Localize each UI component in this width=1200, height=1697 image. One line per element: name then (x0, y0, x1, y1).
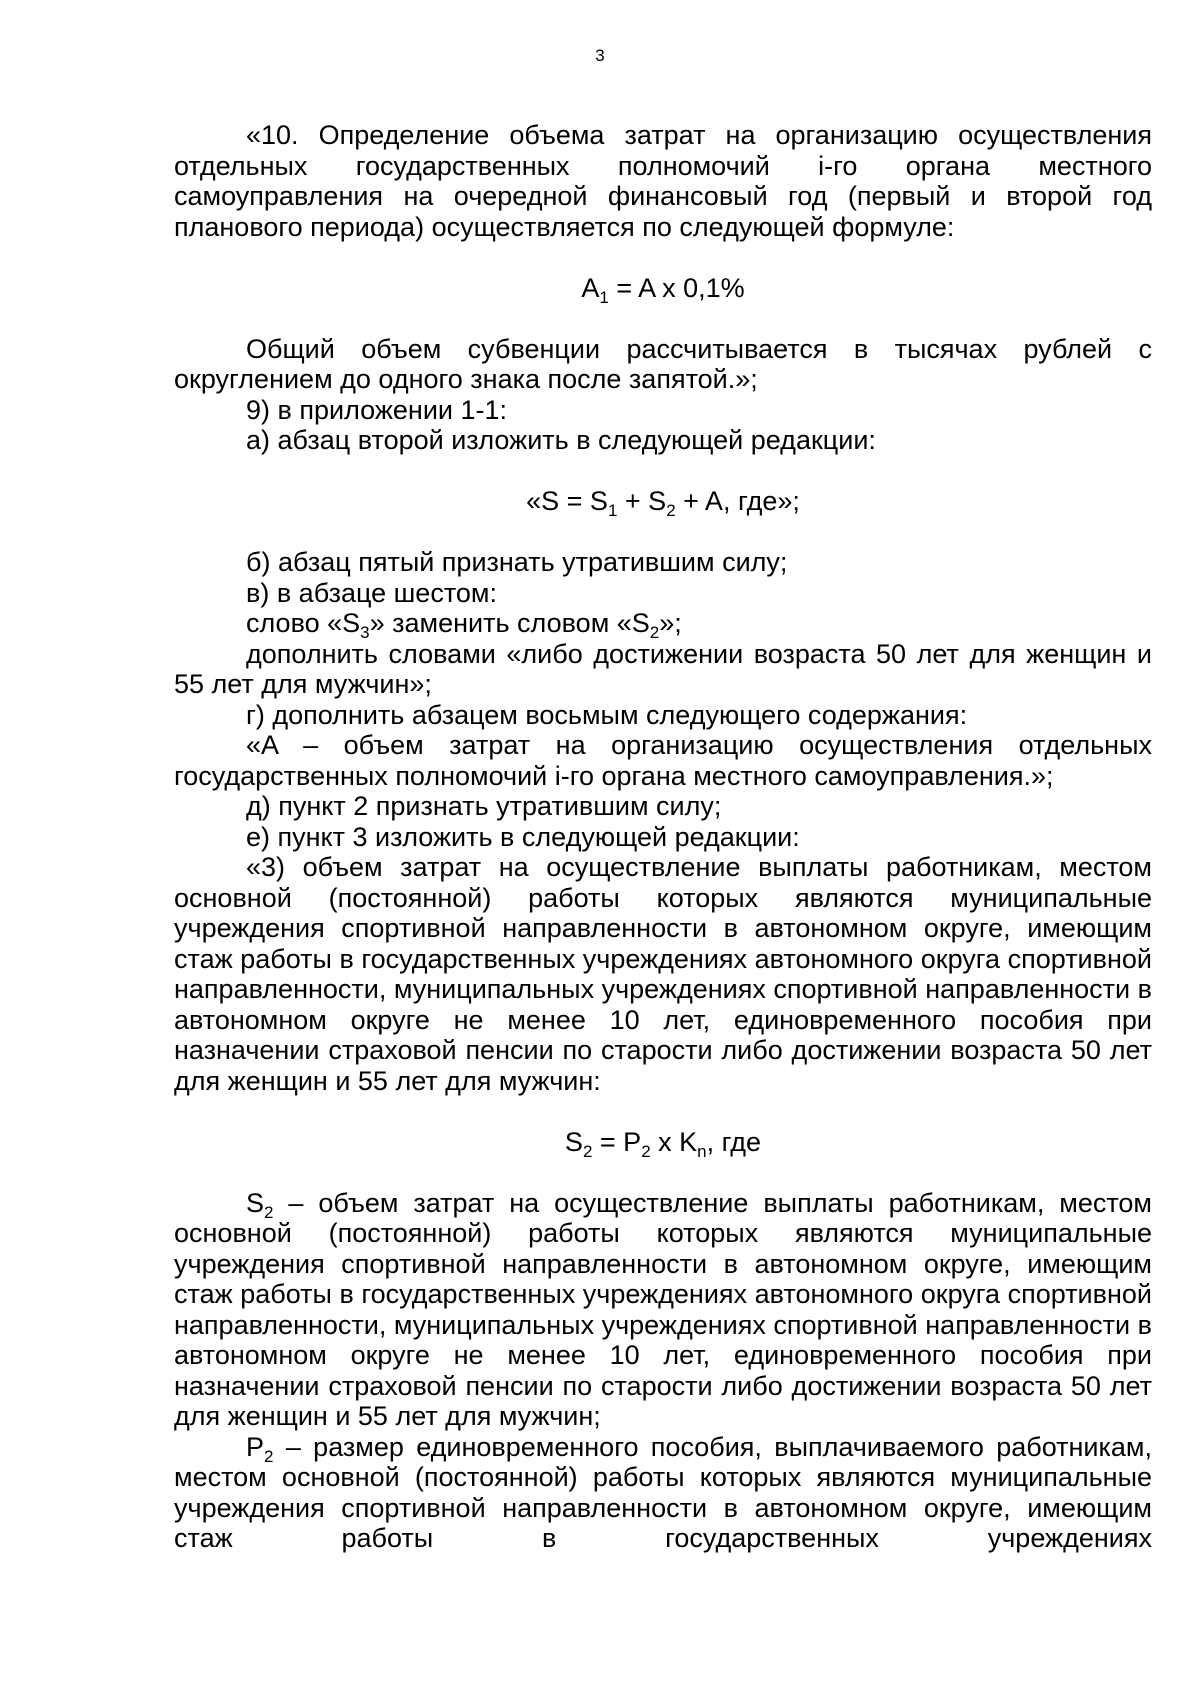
paragraph-word-replace: слово «$S_3$» заменить словом «$S_2$»; (246, 608, 682, 642)
spacer (174, 242, 1152, 273)
paragraph-item-a: а) абзац второй изложить в следующей редакции: (246, 425, 876, 455)
spacer (174, 1096, 1152, 1127)
paragraph-section-10: «10. Определение объема затрат на организацию осуществления отдельных государственных полномочий i-го органа местного самоуправления на очередной финансовый год (первый и второй год планового периода) осуществляется по следующей формуле: (174, 120, 1152, 242)
spacer (174, 1157, 1152, 1188)
paragraph-item-e: е) пункт 3 изложить в следующей редакции: (246, 821, 800, 852)
paragraph-subvention-total: Общий объем субвенции рассчитывается в тысячах рублей с округлением до одного знака после запятой.»; (174, 333, 1152, 394)
spacer (174, 456, 1152, 487)
paragraph-supplement-words: дополнить словами «либо достижении возраста 50 лет для женщин и 55 лет для мужчин»; (174, 638, 1152, 699)
spacer (174, 303, 1152, 334)
formula-s2: $S_2 = P_2$ x $K_n$, где (564, 1126, 762, 1161)
paragraph-item-9: 9) в приложении 1-1: (246, 394, 508, 425)
paragraph-point-3: «3) объем затрат на осуществление выплаты работникам, местом основной (постоянной) работы которых являются муниципальные учреждения спортивной направленности в автономном округе, имеющим стаж работы в государственных учреждениях автономного округа спортивной направленности, муниципальных учреждениях спортивной направленности в автономном округе не менее 10 лет, единовременного пособия при назначении страховой пенсии по старости либо достижении возраста 50 лет для женщин и 55 лет для мужчин: (174, 852, 1152, 1096)
paragraph-a-definition: «A – объем затрат на организацию осуществления отдельных государственных полномочий i-го органа местного самоуправления.»; (174, 730, 1152, 791)
formula-a1: $A_1 = A$ x 0,1% (581, 272, 745, 307)
paragraph-item-g: г) дополнить абзацем восьмым следующего содержания: (246, 699, 968, 730)
paragraph-item-b: б) абзац пятый признать утратившим силу; (246, 547, 788, 577)
page-number: 3 (595, 46, 605, 65)
spacer (174, 517, 1152, 548)
paragraph-s2-definition: $S_2$ – объем затрат на осуществление выплаты работникам, местом основной (постоянной) работы которых являются муниципальные учреждения спортивной направленности в автономном округе, имеющим стаж работы в государственных учреждениях автономного округа спортивной направленности, муниципальных учреждениях спортивной направленности в автономном округе не менее 10 лет, единовременного пособия при назначении страховой пенсии по старости либо достижении возраста 50 лет для женщин и 55 лет для мужчин; (174, 1187, 1152, 1431)
paragraph-item-v: в) в абзаце шестом: (246, 577, 497, 608)
formula-s: «$S = S_1 + S_2 + A$, где»; (526, 486, 800, 520)
paragraph-p2-definition: $P_2$ – размер единовременного пособия, выплачиваемого работникам, местом основной (постоянной) работы которых являются муниципальные учреждения спортивной направленности в автономном округе, имеющим стаж работы в государственных учреждениях (174, 1431, 1152, 1553)
document-body (174, 120, 1152, 1554)
paragraph-item-d: д) пункт 2 признать утратившим силу; (246, 791, 722, 821)
